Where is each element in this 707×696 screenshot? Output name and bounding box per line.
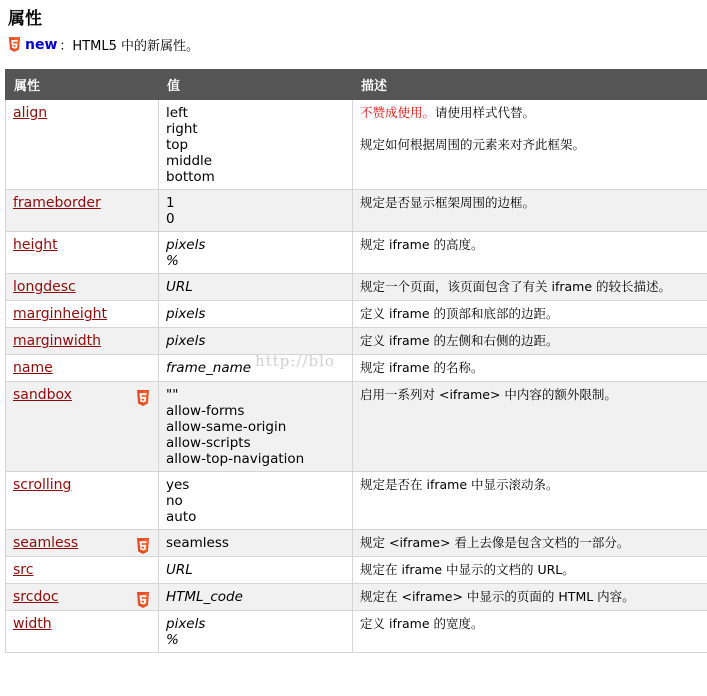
value-cell: [159, 472, 353, 530]
table-row: [6, 611, 707, 653]
attribute-name-cell: [6, 301, 159, 328]
description-text: 定义 iframe 的顶部和底部的边距。: [360, 306, 559, 321]
table-header-row: [6, 70, 707, 100]
attribute-name-cell: [6, 611, 159, 653]
description-line: [360, 237, 701, 253]
new-label: new: [25, 36, 58, 53]
attribute-name-cell: [6, 274, 159, 301]
description-cell: [353, 611, 707, 653]
description-line: [360, 137, 701, 153]
value-item: frame_name: [166, 360, 252, 376]
description-text: 规定如何根据周围的元素来对齐此框架。: [360, 137, 586, 152]
value-cell: [159, 557, 353, 584]
html5-icon: [136, 592, 150, 608]
table-row: [6, 382, 707, 472]
column-header-description: 描述: [353, 70, 707, 100]
value-cell: [159, 611, 353, 653]
table-row: [6, 301, 707, 328]
attribute-name-cell: [6, 100, 159, 190]
table-row: [6, 472, 707, 530]
description-cell: [353, 382, 707, 472]
description-cell: [353, 190, 707, 232]
value-cell: [159, 382, 353, 472]
attribute-link-seamless[interactable]: seamless: [13, 535, 79, 551]
description-line: [360, 562, 701, 578]
value-item: URL: [166, 562, 193, 578]
value-item: 1: [166, 195, 175, 211]
value-item: right: [166, 121, 198, 137]
column-header-value: 值: [159, 70, 353, 100]
description-text: 规定在 <iframe> 中显示的页面的 HTML 内容。: [360, 589, 635, 604]
html5-icon: [136, 390, 150, 406]
value-item: yes: [166, 477, 190, 493]
description-text: 规定 iframe 的高度。: [360, 237, 484, 252]
value-item: URL: [166, 279, 193, 295]
attribute-link-width[interactable]: width: [13, 616, 52, 632]
value-item: 0: [166, 211, 175, 227]
description-cell: [353, 584, 707, 611]
attribute-name-cell: [6, 190, 159, 232]
value-item: seamless: [166, 535, 229, 551]
table-row: [6, 584, 707, 611]
value-item: %: [166, 253, 179, 269]
description-text: 定义 iframe 的宽度。: [360, 616, 484, 631]
description-text: 规定 iframe 的名称。: [360, 360, 484, 375]
attribute-name-cell: [6, 472, 159, 530]
value-cell: [159, 328, 353, 355]
attribute-link-height[interactable]: height: [13, 237, 58, 253]
description-line: [360, 121, 701, 137]
description-line: [360, 333, 701, 349]
value-cell: [159, 190, 353, 232]
attribute-link-name[interactable]: name: [13, 360, 53, 376]
value-item: "": [166, 387, 179, 403]
attribute-link-src[interactable]: src: [13, 562, 34, 578]
description-cell: [353, 328, 707, 355]
description-line: [360, 387, 701, 403]
value-item: auto: [166, 509, 197, 525]
description-cell: [353, 274, 707, 301]
description-text: 规定是否显示框架周围的边框。: [360, 195, 536, 210]
description-line: [360, 195, 701, 211]
value-item: allow-same-origin: [166, 419, 287, 435]
page-heading: 属性: [8, 9, 42, 29]
attribute-name-cell: [6, 584, 159, 611]
description-line: [360, 589, 701, 605]
description-cell: [353, 557, 707, 584]
value-item: bottom: [166, 169, 215, 185]
watermark: http://blo: [255, 352, 335, 370]
description-line: [360, 477, 701, 493]
attribute-name-cell: [6, 530, 159, 557]
new-note-text: ：HTML5 中的新属性。: [59, 39, 199, 54]
value-item: pixels: [166, 306, 206, 322]
description-text: 规定在 iframe 中显示的文档的 URL。: [360, 562, 575, 577]
description-cell: [353, 232, 707, 274]
description-cell: [353, 100, 707, 190]
deprecated-note: 不赞成使用。: [360, 105, 436, 120]
description-line: [360, 279, 701, 295]
description-text: 规定一个页面，该页面包含了有关 iframe 的较长描述。: [360, 279, 671, 294]
column-header-attribute: 属性: [6, 70, 159, 100]
table-row: [6, 190, 707, 232]
attribute-name-cell: [6, 557, 159, 584]
html5-icon: [136, 538, 150, 554]
description-cell: [353, 355, 707, 382]
attribute-table: [5, 69, 707, 653]
value-item: no: [166, 493, 183, 509]
description-cell: [353, 530, 707, 557]
table-row: [6, 355, 707, 382]
value-item: %: [166, 632, 179, 648]
table-row: [6, 232, 707, 274]
attribute-link-scrolling[interactable]: scrolling: [13, 477, 72, 493]
value-item: left: [166, 105, 188, 121]
description-cell: [353, 472, 707, 530]
attribute-name-cell: [6, 232, 159, 274]
attribute-link-srcdoc[interactable]: srcdoc: [13, 589, 59, 605]
value-cell: [159, 355, 353, 382]
value-item: pixels: [166, 333, 206, 349]
description-text: 请使用样式代替。: [435, 105, 536, 120]
attribute-name-cell: [6, 382, 159, 472]
description-line: [360, 306, 701, 322]
table-row: [6, 274, 707, 301]
attribute-name-cell: [6, 328, 159, 355]
description-text: 定义 iframe 的左侧和右侧的边距。: [360, 333, 559, 348]
value-item: HTML_code: [166, 589, 243, 605]
description-text: 启用一系列对 <iframe> 中内容的额外限制。: [360, 387, 617, 402]
attribute-link-marginwidth[interactable]: marginwidth: [13, 333, 101, 349]
attribute-link-longdesc[interactable]: longdesc: [13, 279, 76, 295]
value-item: pixels: [166, 237, 206, 253]
description-line: [360, 535, 701, 551]
description-text: 规定是否在 iframe 中显示滚动条。: [360, 477, 559, 492]
value-item: pixels: [166, 616, 206, 632]
description-line: [360, 105, 701, 121]
description-text: 规定 <iframe> 看上去像是包含文档的一部分。: [360, 535, 630, 550]
value-cell: [159, 584, 353, 611]
description-cell: [353, 301, 707, 328]
description-line: [360, 360, 701, 376]
value-item: top: [166, 137, 189, 153]
value-item: allow-forms: [166, 403, 245, 419]
value-cell: [159, 274, 353, 301]
description-line: [360, 616, 701, 632]
value-item: allow-top-navigation: [166, 451, 305, 467]
html5-icon: [8, 37, 21, 52]
table-row: [6, 328, 707, 355]
table-row: [6, 100, 707, 190]
attribute-name-cell: [6, 355, 159, 382]
table-row: [6, 557, 707, 584]
attribute-link-align[interactable]: align: [13, 105, 48, 121]
value-cell: [159, 100, 353, 190]
attribute-link-marginheight[interactable]: marginheight: [13, 306, 108, 322]
html5-new-note: [8, 35, 199, 54]
attribute-link-sandbox[interactable]: sandbox: [13, 387, 72, 403]
value-item: allow-scripts: [166, 435, 251, 451]
value-item: middle: [166, 153, 213, 169]
value-cell: [159, 232, 353, 274]
table-row: [6, 530, 707, 557]
attribute-link-frameborder[interactable]: frameborder: [13, 195, 101, 211]
value-cell: [159, 530, 353, 557]
value-cell: [159, 301, 353, 328]
